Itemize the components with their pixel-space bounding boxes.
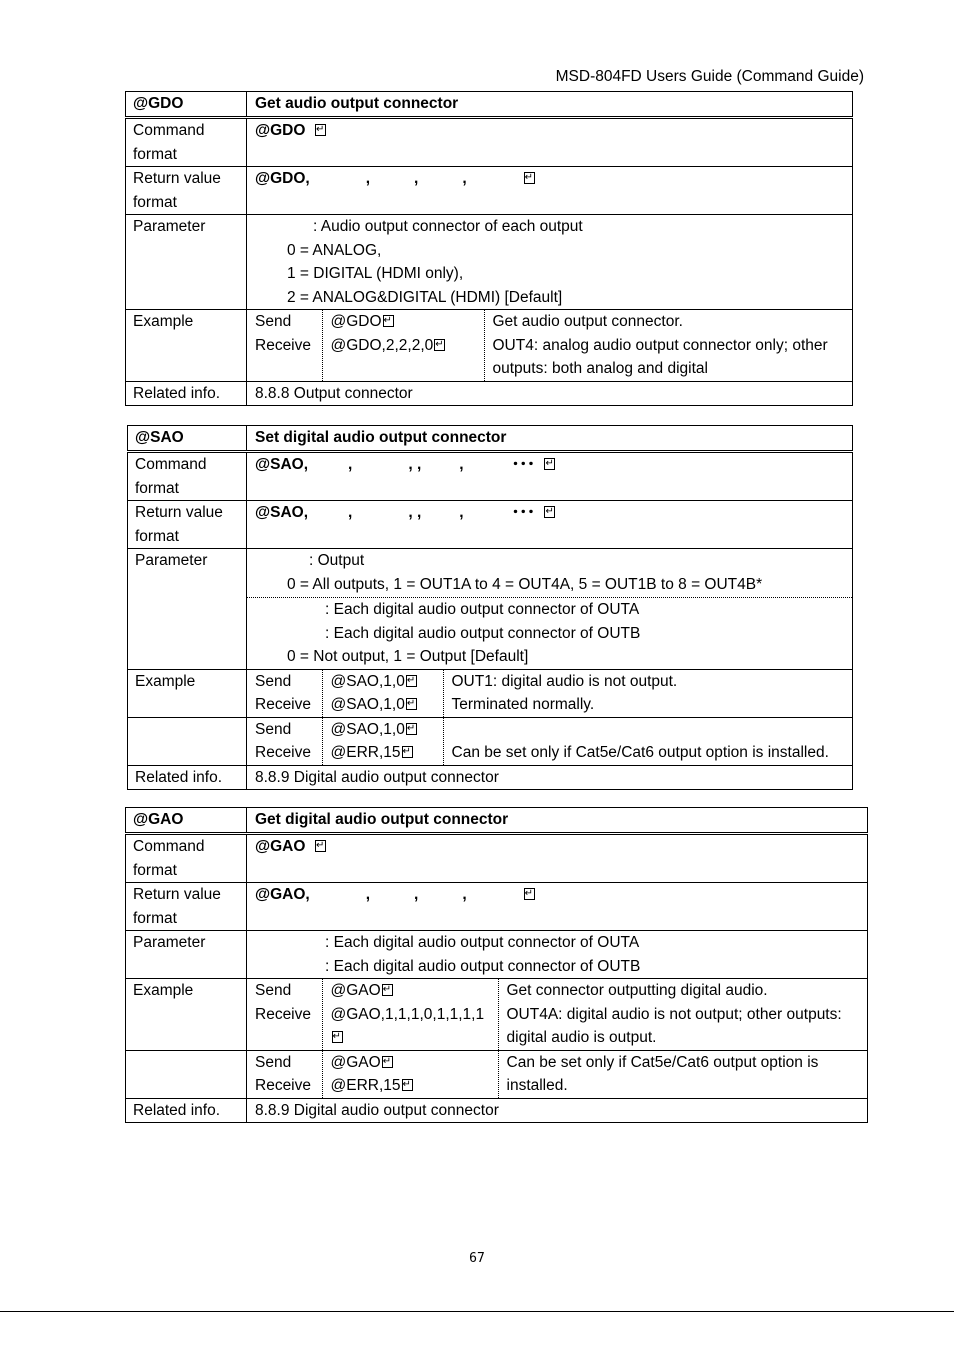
return-key-icon <box>332 1031 343 1043</box>
return-key-icon <box>434 339 445 351</box>
example-direction: Send Receive <box>255 672 311 713</box>
return-key-icon <box>315 840 326 852</box>
example-label: Example <box>126 310 247 382</box>
parameter-content <box>247 549 853 670</box>
command-title: Get audio output connector <box>247 92 853 118</box>
example-description: Get audio output connector. OUT4: analog audio output connector only; other outputs: both analog and digital <box>484 310 852 381</box>
return-key-icon <box>524 888 535 900</box>
return-format: @GDO, , , ,↵ <box>247 167 853 215</box>
related-label: Related info. <box>128 765 247 790</box>
param-value: 2 = ANALOG&DIGITAL (HDMI) [Default] <box>287 288 563 306</box>
example-description: Can be set only if Cat5e/Cat6 output option is installed. <box>443 718 852 765</box>
return-key-icon <box>315 124 326 136</box>
example-commands: @GAO↵ @ERR,15↵ <box>322 1051 498 1098</box>
command-format-label: Command format <box>126 834 247 883</box>
gdo-table <box>125 91 853 406</box>
example-content <box>247 717 853 765</box>
command-name: @GAO <box>126 808 247 834</box>
example-commands: @GAO↵ @GAO,1,1,1,0,1,1,1,1 ↵ <box>322 979 498 1050</box>
command-format-label: Command format <box>128 452 247 501</box>
return-key-icon <box>382 1056 393 1068</box>
param-value: 0 = ANALOG, <box>287 241 382 259</box>
related-info: 8.8.9 Digital audio output connector <box>247 765 853 790</box>
example-description: Get connector outputting digital audio. OUT4A: digital audio is not output; other outputs: digital audio is output. <box>498 979 867 1050</box>
gao-table <box>125 807 868 1123</box>
example-direction: Send Receive <box>255 1053 311 1094</box>
command-title: Get digital audio output connector <box>247 808 868 834</box>
return-format-label: Return value format <box>128 501 247 549</box>
return-key-icon <box>406 698 417 710</box>
example-description: OUT1: digital audio is not output. Terminated normally. <box>443 670 852 717</box>
return-format: @GAO, , , ,↵ <box>247 883 868 931</box>
return-key-icon <box>406 675 417 687</box>
param-value: 0 = Not output, 1 = Output [Default] <box>287 648 529 665</box>
parameter-label: Parameter <box>126 215 247 310</box>
parameter-content <box>247 931 868 979</box>
related-label: Related info. <box>126 1098 247 1123</box>
footer-divider <box>0 1311 954 1312</box>
return-format: @SAO, , , , , ･･･ ↵ <box>247 501 853 549</box>
return-key-icon <box>544 506 555 518</box>
example-label-empty <box>128 717 247 765</box>
return-format-label: Return value format <box>126 167 247 215</box>
param-desc: : Output <box>309 552 365 569</box>
parameter-label: Parameter <box>126 931 247 979</box>
example-commands: @GDO↵ @GDO,2,2,2,0↵ <box>322 310 484 381</box>
param-desc: : Each digital audio output connector of OUTA <box>325 601 640 618</box>
param-desc: : Audio output connector of each output <box>313 218 583 235</box>
return-key-icon <box>383 315 394 327</box>
example-direction: Send Receive <box>255 720 311 761</box>
example-label: Example <box>128 669 247 717</box>
example-label: Example <box>126 979 247 1051</box>
example-content <box>247 979 868 1051</box>
example-content <box>247 669 853 717</box>
command-format: @GDO ↵ <box>247 118 853 167</box>
return-key-icon <box>406 723 417 735</box>
related-info: 8.8.8 Output connector <box>247 381 853 406</box>
return-key-icon <box>382 984 393 996</box>
page-number: 67 <box>469 1251 485 1266</box>
example-direction: Send Receive <box>255 313 311 354</box>
example-label-empty <box>126 1050 247 1098</box>
parameter-label: Parameter <box>128 549 247 670</box>
param-value: 1 = DIGITAL (HDMI only), <box>287 265 464 282</box>
param-desc: : Each digital audio output connector of OUTB <box>325 957 641 975</box>
command-format: @GAO ↵ <box>247 834 868 883</box>
return-format-label: Return value format <box>126 883 247 931</box>
example-direction: Send Receive <box>255 982 311 1023</box>
page-header: MSD-804FD Users Guide (Command Guide) <box>555 68 864 85</box>
example-content <box>247 1050 868 1098</box>
command-title: Set digital audio output connector <box>247 426 853 452</box>
return-key-icon <box>402 746 413 758</box>
command-name: @SAO <box>128 426 247 452</box>
return-key-icon <box>544 458 555 470</box>
example-commands: @SAO,1,0↵ @SAO,1,0↵ <box>322 670 443 717</box>
param-desc: : Each digital audio output connector of OUTA <box>325 934 640 951</box>
parameter-content <box>247 215 853 310</box>
command-format-label: Command format <box>126 118 247 167</box>
param-value: 0 = All outputs, 1 = OUT1A to 4 = OUT4A, 5 = OUT1B to 8 = OUT4B* <box>287 575 763 593</box>
related-label: Related info. <box>126 381 247 406</box>
return-key-icon <box>524 172 535 184</box>
command-name: @GDO <box>126 92 247 118</box>
return-key-icon <box>402 1079 413 1091</box>
example-content <box>247 310 853 382</box>
command-format: @SAO, , , , , ･･･ ↵ <box>247 452 853 501</box>
param-desc: : Each digital audio output connector of OUTB <box>325 624 641 642</box>
example-commands: @SAO,1,0↵ @ERR,15↵ <box>322 718 443 765</box>
sao-table <box>127 425 853 790</box>
related-info: 8.8.9 Digital audio output connector <box>247 1098 868 1123</box>
example-description: Can be set only if Cat5e/Cat6 output option is installed. <box>498 1051 867 1098</box>
